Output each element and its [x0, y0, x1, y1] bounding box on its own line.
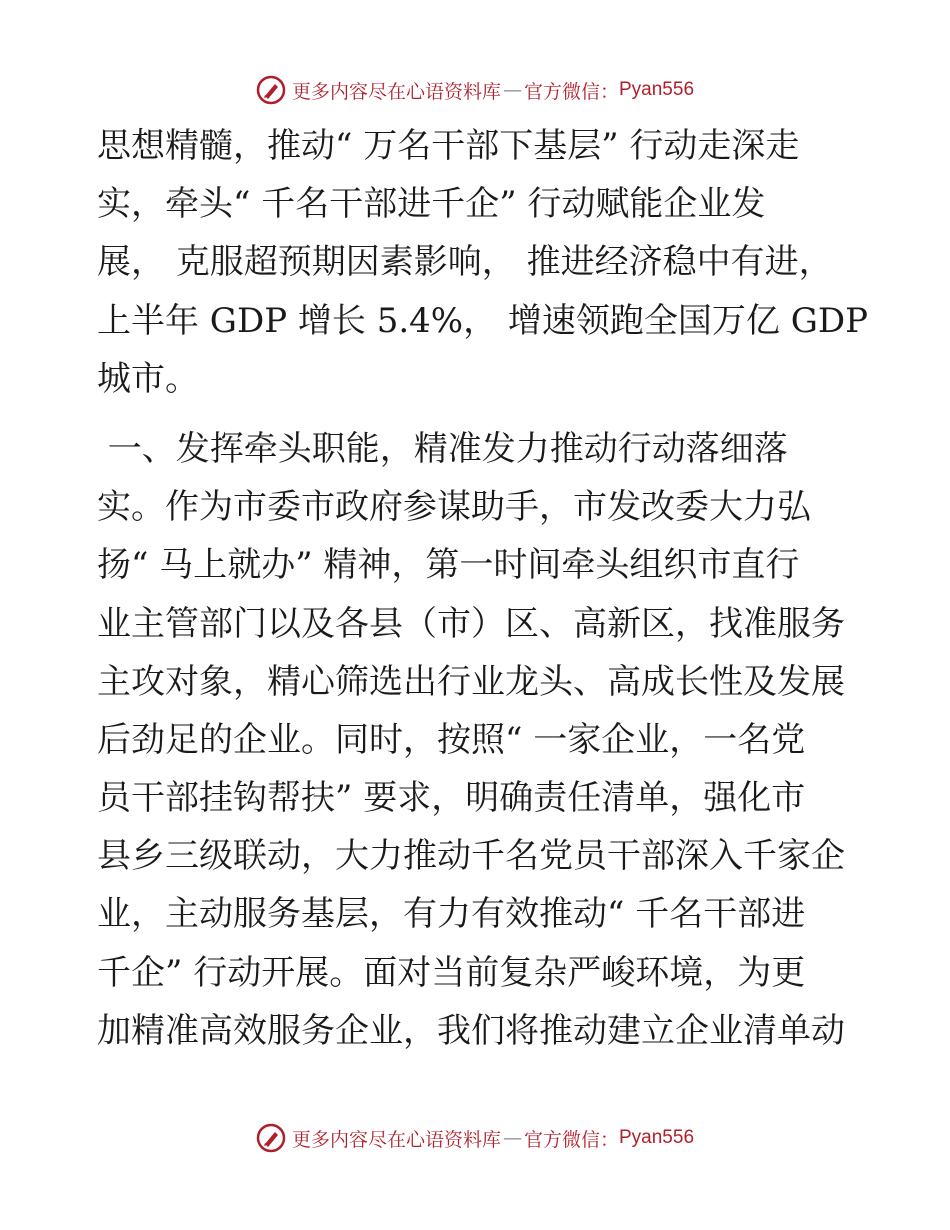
text-line: 上半年 GDP 增长 5.4%， 增速领跑全国万亿 GDP [97, 300, 869, 341]
text-line: 后劲足的企业。同时，按照“ 一家企业，一名党 [97, 719, 806, 760]
text-line: 员干部挂钩帮扶” 要求，明确责任清单，强化市 [97, 778, 806, 819]
text-line: 扬“ 马上就办” 精神，第一时间牵头组织市直行 [97, 545, 800, 586]
pen-seal-logo-icon [256, 75, 286, 105]
banner-wechat-id: Pyan556 [619, 79, 695, 100]
banner-wechat-label: 官方微信： [523, 80, 619, 103]
text-line: 千企” 行动开展。面对当前复杂严峻环境，为更 [97, 952, 806, 993]
text-line: 业，主动服务基层，有力有效推动“ 千名干部进 [97, 894, 806, 935]
text-line: 业主管部门以及各县（市）区、高新区，找准服务 [97, 603, 845, 644]
paragraph-2 [97, 420, 857, 1060]
text-line: 城市。 [97, 358, 199, 399]
banner-wechat-label: 官方微信： [523, 1128, 619, 1151]
text-line: 主攻对象，精心筛选出行业龙头、高成长性及发展 [97, 661, 845, 702]
banner-main-text: 更多内容尽在心语资料库 [291, 1128, 501, 1151]
header-watermark-banner [0, 70, 950, 110]
text-line: 一、发挥牵头职能，精准发力推动行动落细落 [97, 428, 788, 469]
text-line: 思想精髓，推动“ 万名干部下基层” 行动走深走 [97, 126, 800, 166]
text-line: 县乡三级联动，大力推动千名党员干部深入千家企 [97, 836, 845, 877]
document-body [97, 117, 869, 1060]
paragraph-gap [97, 408, 857, 420]
text-line: 实，牵头“ 千名干部进千企” 行动赋能企业发 [97, 184, 766, 225]
banner-separator: — [502, 1127, 522, 1149]
banner-separator: — [502, 79, 522, 101]
paragraph-1 [97, 117, 869, 408]
text-line: 实。作为市委市政府参谋助手，市发改委大力弘 [97, 487, 811, 528]
text-line: 加精准高效服务企业，我们将推动建立企业清单动 [97, 1010, 845, 1051]
text-line: 展， 克服超预期因素影响， 推进经济稳中有进， [97, 242, 833, 283]
banner-main-text: 更多内容尽在心语资料库 [291, 80, 501, 103]
pen-seal-logo-icon [256, 1123, 286, 1153]
banner-wechat-id: Pyan556 [619, 1127, 695, 1148]
footer-watermark-banner [0, 1118, 950, 1158]
